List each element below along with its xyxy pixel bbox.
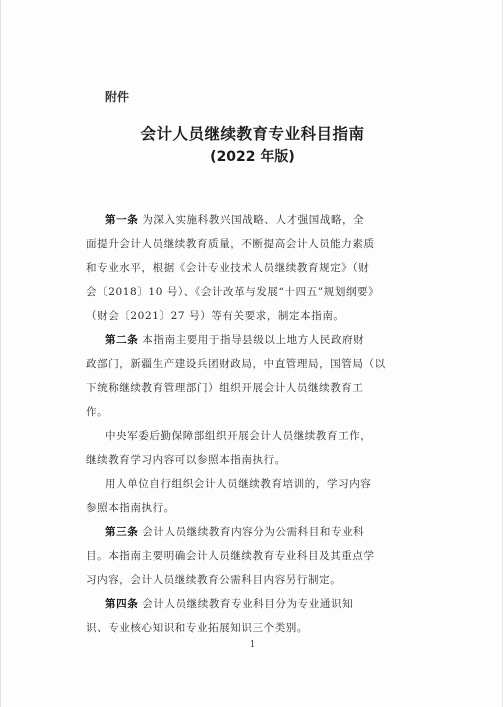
article-4-line-2: 识、专业核心知识和专业拓展知识三个类别。 — [86, 622, 308, 634]
article-2-text: 本指南主要用于指导县级以上地方人民政府财 — [142, 334, 365, 346]
article-1-line-2: 面提升会计人员继续教育质量，不断提高会计人员能力素质 — [86, 238, 375, 250]
paragraph-employer-line-1: 用人单位自行组织会计人员继续教育培训的，学习内容 — [105, 478, 372, 490]
article-3-line-2: 目。本指南主要明确会计人员继续教育专业科目及其重点学 — [86, 550, 375, 562]
article-2-label: 第二条 — [105, 334, 139, 346]
article-1-line-3: 和专业水平，根据《会计专业技术人员继续教育规定》（财 — [86, 262, 370, 274]
article-1-text: 为深入实施科教兴国战略、人才强国战略，全 — [142, 214, 365, 226]
attachment-label: 附件 — [105, 90, 130, 104]
article-2-line-2: 政部门，新疆生产建设兵团财政局，中直管理局，国管局（以 — [86, 358, 386, 370]
article-2-line-1 — [105, 332, 364, 347]
article-1-line-1 — [105, 212, 364, 227]
article-1-label: 第一条 — [105, 214, 139, 226]
paragraph-military-line-1: 中央军委后勤保障部组织开展会计人员继续教育工作， — [105, 430, 372, 442]
article-4-line-1 — [105, 596, 353, 611]
page-number: 1 — [249, 640, 256, 650]
article-3-text: 会计人员继续教育内容分为公需科目和专业科 — [142, 526, 365, 538]
article-3-line-3: 习内容，会计人员继续教育公需科目内容另行制定。 — [86, 574, 342, 586]
article-2-line-4: 作。 — [86, 406, 109, 418]
paragraph-employer-line-2: 参照本指南执行。 — [86, 502, 175, 514]
paragraph-military-line-2: 继续教育学习内容可以参照本指南执行。 — [86, 454, 286, 466]
article-4-text: 会计人员继续教育专业科目分为专业通识知 — [142, 598, 354, 610]
article-1-line-5: （财会〔2021〕27 号）等有关要求，制定本指南。 — [86, 310, 345, 322]
article-4-label: 第四条 — [105, 598, 139, 610]
document-subtitle: (2022 年版) — [210, 149, 295, 165]
article-3-line-1 — [105, 524, 364, 539]
article-1-line-4: 会〔2018〕10 号）、《会计改革与发展“十四五”规划纲要》 — [86, 286, 380, 298]
article-3-label: 第三条 — [105, 526, 139, 538]
document-title: 会计人员继续教育专业科目指南 — [140, 125, 365, 143]
article-2-line-3: 下统称继续教育管理部门）组织开展会计人员继续教育工 — [86, 382, 364, 394]
